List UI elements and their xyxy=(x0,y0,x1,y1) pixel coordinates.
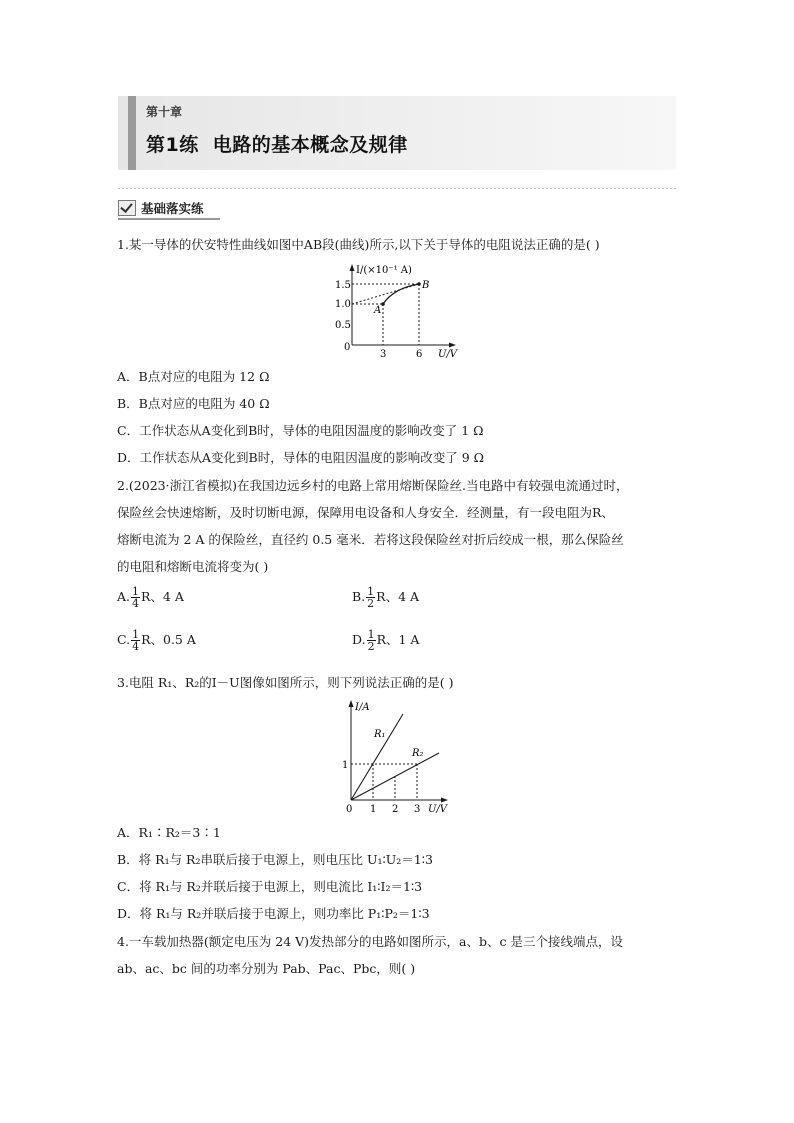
q2-option-c xyxy=(117,629,196,652)
fraction-denominator: 4 xyxy=(132,597,140,610)
q1-chart xyxy=(328,262,468,362)
q1-point-b xyxy=(417,282,421,286)
option-text: R、0.5 A xyxy=(141,632,196,647)
q3-option-a: A．R₁∶R₂＝3∶1 xyxy=(117,825,221,840)
q3-option-c: C．将 R₁与 R₂并联后接于电源上，则电流比 I₁∶I₂＝1∶3 xyxy=(117,879,423,894)
q4-line: ab、ac、bc 间的功率分别为 Pab、Pac、Pbc，则( ) xyxy=(117,961,416,976)
q4-line: 4.一车载加热器(额定电压为 24 V)发热部分的电路如图所示，a、b、c 是三个接线端点，设 xyxy=(117,934,623,949)
fraction xyxy=(131,586,140,609)
option-letter: D. xyxy=(352,632,366,647)
q3-option-d: D．将 R₁与 R₂并联后接于电源上，则功率比 P₁∶P₂＝1∶3 xyxy=(117,906,430,921)
q2-option-d xyxy=(352,629,419,652)
q1-xlabel: U/V xyxy=(438,349,458,360)
q1-y-arrow xyxy=(350,264,355,271)
option-text: R、4 A xyxy=(141,589,184,604)
fraction-numerator: 1 xyxy=(367,628,375,641)
fraction xyxy=(367,629,376,652)
q3-ytick: 1 xyxy=(342,760,349,771)
q1-option-d: D．工作状态从A变化到B时，导体的电阻因温度的影响改变了 9 Ω xyxy=(117,450,484,465)
fraction-numerator: 1 xyxy=(132,628,140,641)
q3-y-arrow xyxy=(349,700,354,707)
option-letter: B. xyxy=(352,589,366,604)
q1-xtick: 3 xyxy=(380,349,387,360)
q3-xtick: 2 xyxy=(392,804,399,815)
q1-label-a: A xyxy=(374,305,382,316)
q3-x-arrow xyxy=(441,798,448,803)
q2-line: 2.(2023·浙江省模拟)在我国边远乡村的电路上常用熔断保险丝.当电路中有较强电流通过时， xyxy=(117,478,629,493)
fraction-numerator: 1 xyxy=(132,585,140,598)
q2-option-b xyxy=(352,586,419,609)
section-underline xyxy=(118,218,220,220)
q1-ytick: 1.5 xyxy=(335,280,351,291)
page-title xyxy=(146,130,408,157)
fraction xyxy=(366,586,375,609)
q2-line: 的电阻和熔断电流将变为( ) xyxy=(117,559,269,574)
fraction-denominator: 2 xyxy=(367,640,375,653)
q3-stem: 3.电阻 R₁、R₂的I－U图像如图所示，则下列说法正确的是( ) xyxy=(117,675,454,690)
q2-line: 保险丝会快速熔断，及时切断电源，保障用电设备和人身安全．经测量，有一段电阻为R、 xyxy=(117,505,614,520)
section-tag xyxy=(118,198,204,218)
q1-ylabel: I/(×10⁻¹ A) xyxy=(356,265,412,276)
q3-xlabel: U/V xyxy=(428,804,448,815)
fraction xyxy=(131,629,140,652)
q1-ytick: 1.0 xyxy=(335,299,351,310)
option-letter: C. xyxy=(117,632,131,647)
lesson-topic: 电路的基本概念及规律 xyxy=(212,134,408,156)
q3-xtick: 1 xyxy=(370,804,377,815)
q1-label-b: B xyxy=(422,280,430,291)
q1-x-arrow xyxy=(449,343,456,348)
q3-line-r1 xyxy=(351,714,403,800)
section-label: 基础落实练 xyxy=(141,201,204,216)
q3-ylabel: I/A xyxy=(355,702,370,713)
fraction-denominator: 2 xyxy=(367,597,375,610)
option-text: R、4 A xyxy=(376,589,420,604)
fraction-denominator: 4 xyxy=(132,640,140,653)
header-accent-bar xyxy=(128,96,136,170)
q3-origin: 0 xyxy=(346,804,353,815)
q1-option-c: C．工作状态从A变化到B时，导体的电阻因温度的影响改变了 1 Ω xyxy=(117,423,484,438)
chapter-label: 第十章 xyxy=(146,105,183,119)
q3-chart xyxy=(338,697,458,819)
q3-label-r2: R₂ xyxy=(412,748,424,759)
q1-origin: 0 xyxy=(344,342,351,353)
header-divider xyxy=(118,188,676,189)
q2-line: 熔断电流为 2 A 的保险丝，直径约 0.5 毫米．若将这段保险丝对折后绞成一根，那么保险丝 xyxy=(117,532,624,547)
q3-label-r1: R₁ xyxy=(374,729,386,740)
checkmark-icon xyxy=(118,200,136,216)
q1-ytick: 0.5 xyxy=(335,320,351,331)
q3-option-b: B．将 R₁与 R₂串联后接于电源上，则电压比 U₁∶U₂＝1∶3 xyxy=(117,852,433,867)
q1-option-a: A．B点对应的电阻为 12 Ω xyxy=(117,369,270,384)
q1-point-a xyxy=(381,302,385,306)
option-letter: A. xyxy=(117,589,131,604)
q1-xtick: 6 xyxy=(416,349,423,360)
q1-curve-ab xyxy=(383,284,419,304)
q3-xtick: 3 xyxy=(414,804,421,815)
option-text: R、1 A xyxy=(376,632,420,647)
q1-option-b: B．B点对应的电阻为 40 Ω xyxy=(117,396,270,411)
q1-stem: 1.某一导体的伏安特性曲线如图中AB段(曲线)所示,以下关于导体的电阻说法正确的是( ) xyxy=(117,237,600,252)
lesson-number: 第1练 xyxy=(146,134,199,156)
q2-option-a xyxy=(117,586,184,609)
fraction-numerator: 1 xyxy=(367,585,375,598)
